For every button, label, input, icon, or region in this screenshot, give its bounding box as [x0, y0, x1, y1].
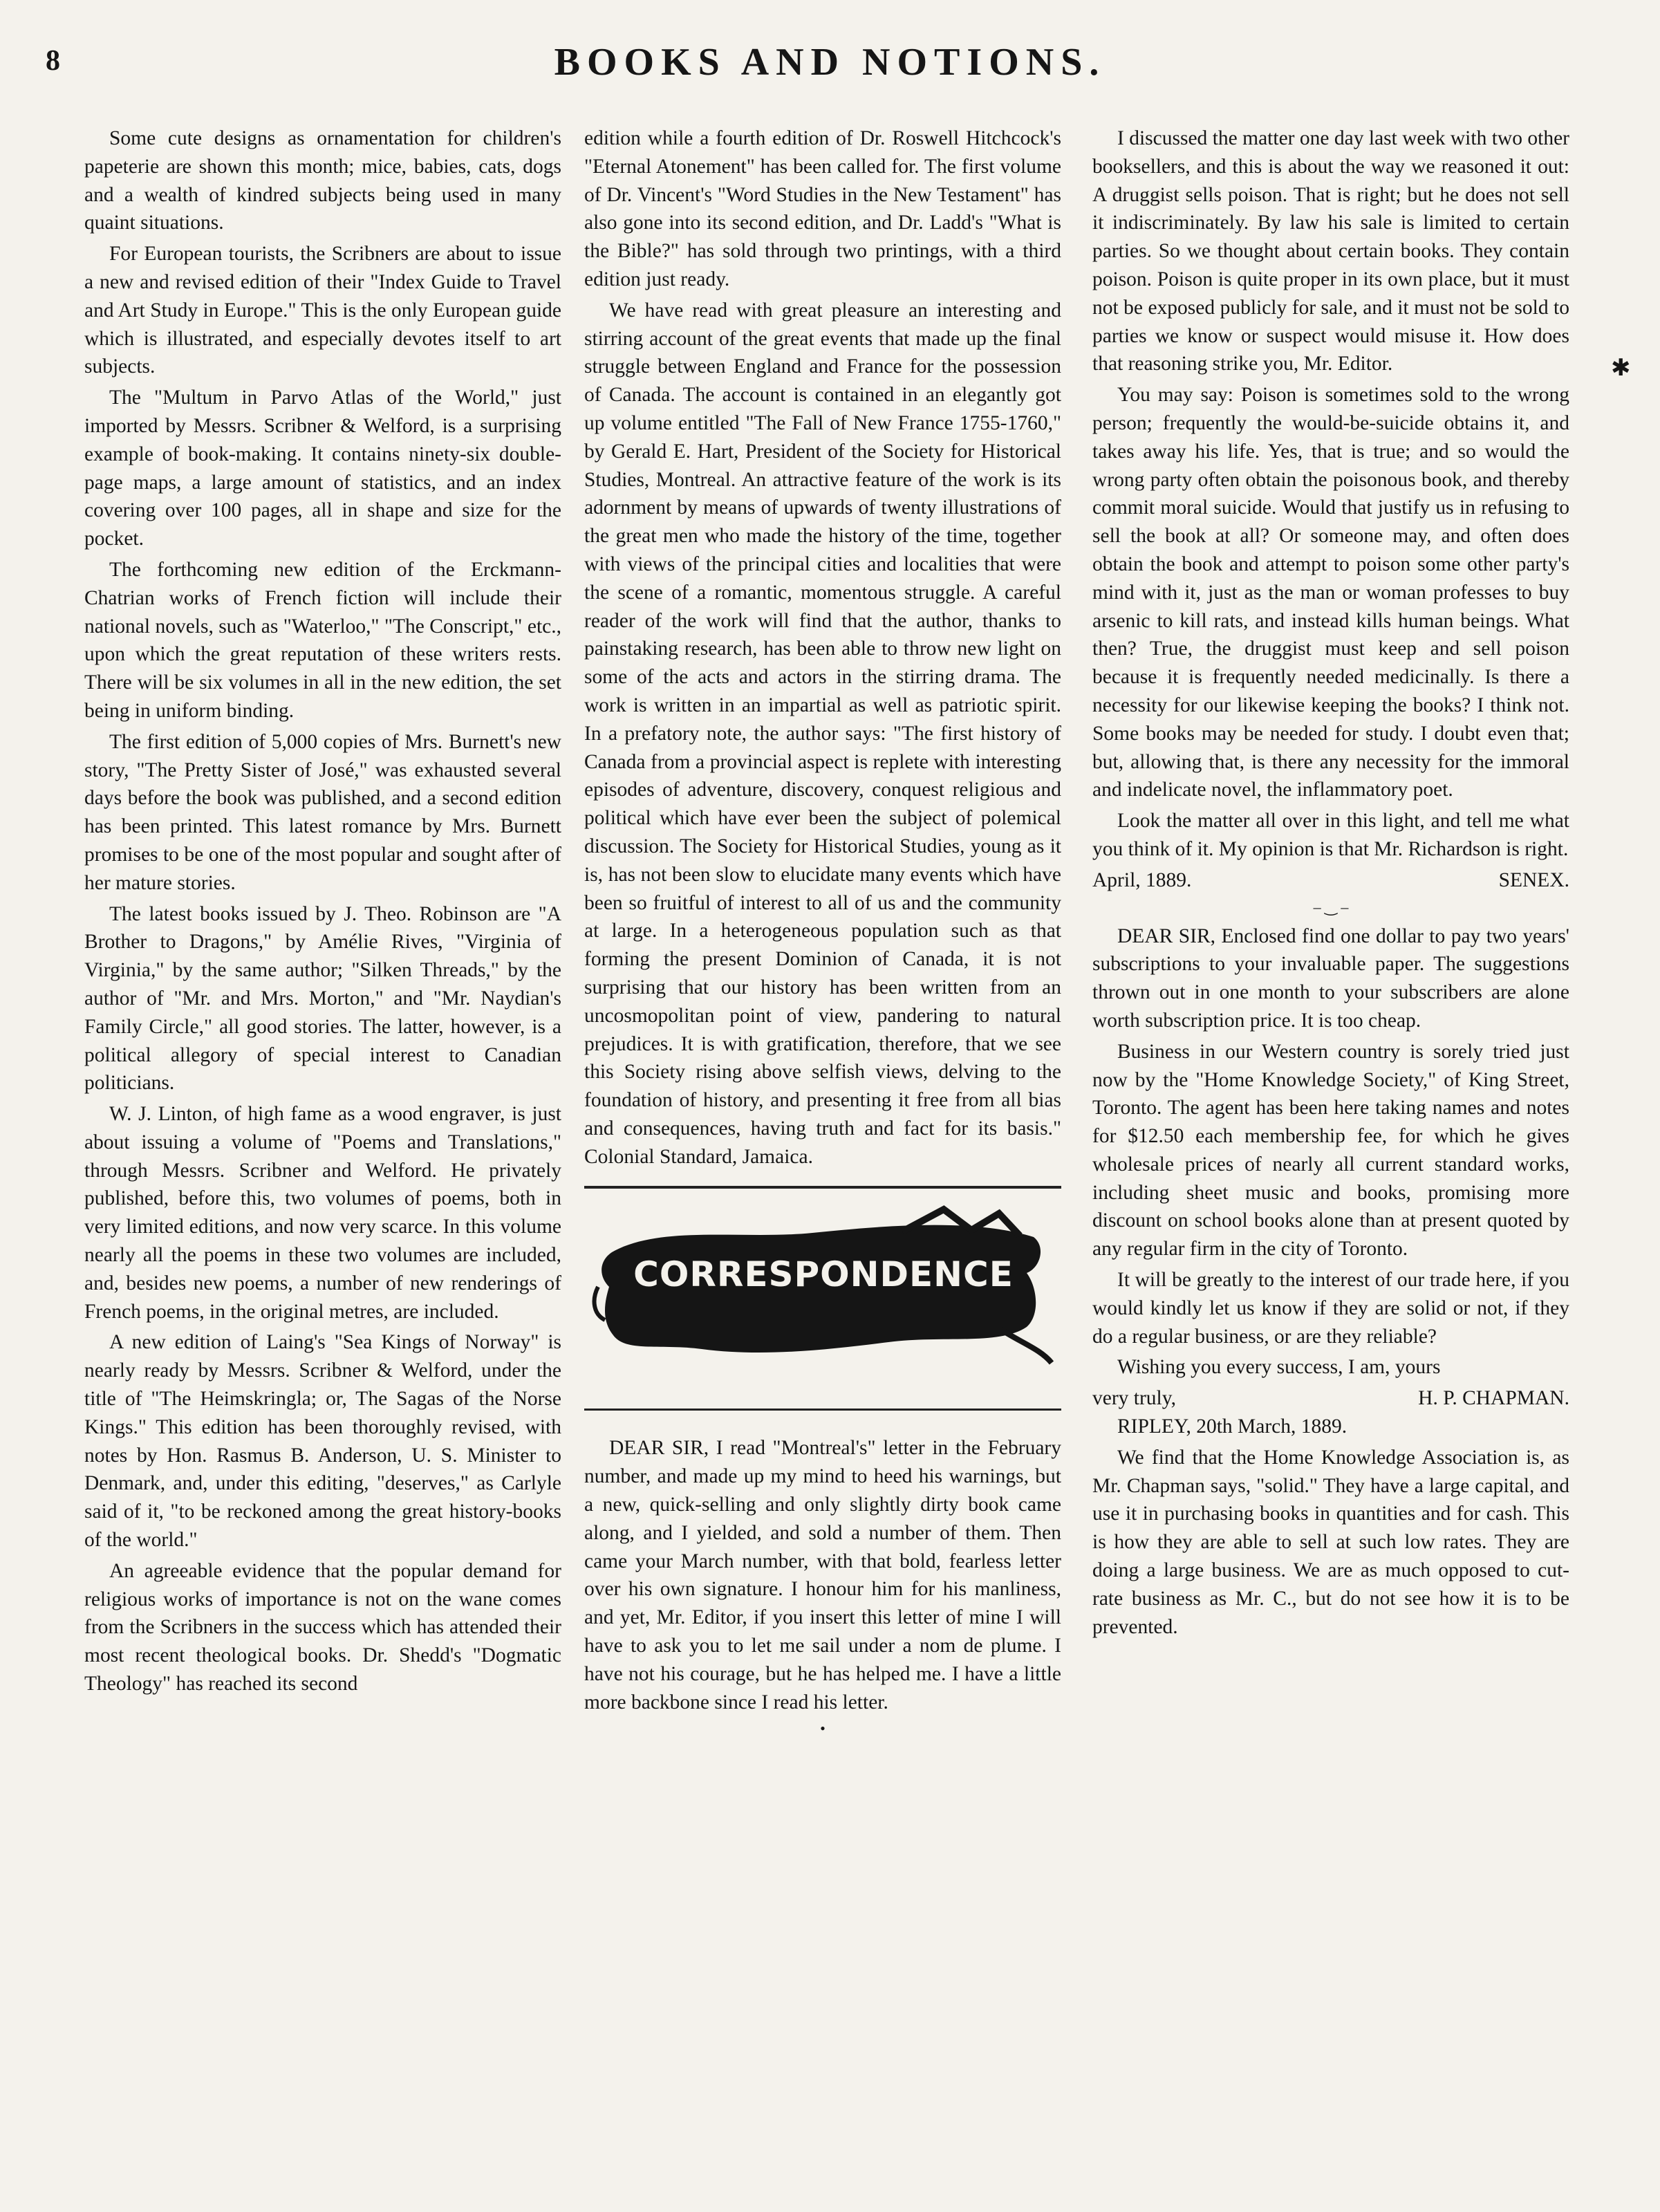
paragraph: Look the matter all over in this light, and tell me what you think of it. My opinion is that Mr. Richardson is right.: [1092, 810, 1569, 860]
paragraph: W. J. Linton, of high fame as a wood engraver, is just about issuing a volume of "Poems and Translations," through Messrs. Scribner and Welford. He privately published, before this, two volumes of poems, both in very limited editions, and now very scarce. In this volume nearly all the poems in these two volumes are included, and, besides new poems, a number of new renderings of French poems, in the original metres, are included.: [84, 1103, 561, 1323]
paragraph: We have read with great pleasure an interesting and stirring account of the great events that made up the final struggle between England and France for the possession of Canada. The account is contained in an elegantly got up volume entitled "The Fall of New France 1755-1760," by Gerald E. Hart, President of the Society for Historical Studies, Montreal. An attractive feature of the work is its adornment by means of upwards of twenty illustrations of the great men who made the history of the time, together with views of the principal cities and localities that were the scene of a romantic, momentous struggle. A careful reader of the work will find that the author, thanks to painstaking research, has been able to throw new light on some of the acts and actors in the stirring drama. The work is written in an impartial as well as patriotic spirit. In a prefatory note, the author says: "The first history of Canada from a provincial aspect is replete with interesting episodes of adventure, discovery, conquest religious and political which have ever been the subject of polemical discussion. The Society for Historical Studies, young as it is, has not been slow to elucidate many events which have been so fruitful of interest to all of us and the community at large. In a heterogeneous population such as that forming the present Dominion of Canada, it is not surprising that our history has been written from an uncosmopolitan point of view, pandering to natural prejudices. It is with gratification, therefore, that we see this Society rising above selfish views, delving to the foundation of history, and presenting it free from all bias and consequences, having truth and fact for its basis." Colonial Standard, Jamaica.: [584, 299, 1061, 1168]
paragraph: The "Multum in Parvo Atlas of the World," just imported by Messrs. Scribner & Welford, is a surprising example of book-making. It contains ninety-six double-page maps, a large amount of statistics, and an index covering over 100 pages, all in shape and size for the pocket.: [84, 387, 561, 550]
signature: H. P. CHAPMAN.: [1418, 1387, 1569, 1410]
paragraph: You may say: Poison is sometimes sold to the wrong person; frequently the would-be-suicide obtains it, and takes away his life. Yes, that is true; and so would the wrong party often obtain the poisonous book, and thereby commit moral suicide. Would that justify us in refusing to sell the book at all? Or someone may, and often does obtain the book and attempt to poison some other party's mind with it, just as the man or woman professes to buy arsenic to kill rats, and instead kills human beings. What then? True, the druggist must keep and sell poison because it is frequently needed medicinally. Is there a necessity for our likewise keeping the books? I think not. Some books may be needed for study. I doubt even that; but, allowing that, is there any necessity for the immoral and indelicate novel, the inflammatory poet.: [1092, 384, 1569, 801]
ornament-mark: – ‿ –: [1313, 898, 1349, 916]
paragraph: The first edition of 5,000 copies of Mrs. Burnett's new story, "The Pretty Sister of José," was exhausted several days before the book was published, and a second edition has been printed. This latest romance by Mrs. Burnett promises to be one of the most popular and sought after of her mature stories.: [84, 730, 561, 894]
column-2: [584, 124, 1061, 1744]
column-3: [1092, 124, 1569, 1644]
running-head: BOOKS AND NOTIONS.: [554, 41, 1106, 84]
paragraph: For European tourists, the Scribners are about to issue a new and revised edition of their "Index Guide to Travel and Art Study in Europe." This is the only European guide which is illustrated, and especially devotes itself to art subjects.: [84, 243, 561, 378]
banner-title: CORRESPONDENCE: [633, 1254, 1014, 1295]
date-line: April, 1889.: [1092, 868, 1192, 891]
paragraph: edition while a fourth edition of Dr. Roswell Hitchcock's "Eternal Atonement" has been called for. The first volume of Dr. Vincent's "Word Studies in the New Testament" has also gone into its second edition, and Dr. Ladd's "What is the Bible?" has sold through two printings, with a third edition just ready.: [584, 127, 1061, 290]
signature-line: [1092, 1384, 1569, 1413]
margin-mark: ✱: [1611, 355, 1631, 381]
letter-paragraph: DEAR SIR, I read "Montreal's" letter in the February number, and made up my mind to heed his warnings, but a new, quick-selling and only slightly dirty book came along, and I yielded, and sold a number of them. Then came your March number, with that bold, fearless letter over his own signature. I honour him for his manliness, and yet, Mr. Editor, if you insert this letter of mine I will have to ask you to let me sail under a nom de plume. I have not his courage, but he has helped me. I have a little more backbone since I read his letter.: [584, 1437, 1061, 1713]
paragraph: An agreeable evidence that the popular demand for religious works of importance is not on the wane comes from the Scribners in the success which has attended their most recent theological books. Dr. Shedd's "Dogmatic Theology" has reached its second: [84, 1559, 561, 1695]
letter-paragraph: Wishing you every success, I am, yours: [1117, 1356, 1441, 1379]
paragraph: The latest books issued by J. Theo. Robinson are "A Brother to Dragons," by Amélie Rives, "Virginia of Virginia," by the same author; "Silken Threads," by the author of "Mr. and Mrs. Morton," and "Mr. Naydian's Family Circle," all good stories. The latter, however, is a political allegory of special interest to Canadian politicians.: [84, 902, 561, 1095]
page-number: 8: [46, 45, 60, 77]
letter-paragraph: Business in our Western country is sorely tried just now by the "Home Knowledge Society," of King Street, Toronto. The agent has been here taking names and notes for $12.50 each membership fee, for which he gives wholesale prices of nearly all current standard works, including sheet music and books, promising more discount on school books alone than at present quoted by any regular firm in the city of Toronto.: [1092, 1040, 1569, 1261]
section-divider: [584, 1186, 1061, 1189]
paragraph: Some cute designs as ornamentation for children's papeterie are shown this month; mice, babies, cats, dogs and a wealth of kindred subjects being used in many quaint situations.: [84, 127, 561, 234]
place-date: RIPLEY, 20th March, 1889.: [1117, 1415, 1347, 1438]
closing: very truly,: [1092, 1387, 1176, 1410]
paragraph: I discussed the matter one day last week with two other booksellers, and this is about the way we reasoned it out: A druggist sells poison. That is right; but he does not sell it indiscriminately. By law his sale is limited to certain parties. So we thought about certain books. They contain poison. Poison is quite proper in its own place, but it must not be exposed publicly for sale, and it must not be sold to parties we know or suspect would misuse it. How does that reasoning strike you, Mr. Editor.: [1092, 127, 1569, 375]
letter-paragraph: It will be greatly to the interest of our trade here, if you would kindly let us know if they are solid or not, if they do a regular business, or are they reliable?: [1092, 1269, 1569, 1348]
signature: SENEX.: [1498, 868, 1569, 891]
paragraph: The forthcoming new edition of the Erckmann-Chatrian works of French fiction will include their national novels, such as "Waterloo," "The Conscript," etc., upon which the great reputation of these writers rests. There will be six volumes in all in the new edition, the set being in uniform binding.: [84, 558, 561, 722]
paragraph: A new edition of Laing's "Sea Kings of Norway" is nearly ready by Messrs. Scribner & Welford, under the title of "The Heimskringla; or, The Sagas of the Norse Kings." This edition has been thoroughly revised, with notes by Hon. Rasmus B. Anderson, U. S. Minister to Denmark, and, under this editing, "deserves," as Carlyle said of it, "to be reckoned among the great history-books of the world.": [84, 1331, 561, 1552]
letter-paragraph: DEAR SIR, Enclosed find one dollar to pay two years' subscriptions to your invaluable paper. The suggestions thrown out in one month to your subscribers are alone worth subscription price. It is too cheap.: [1092, 924, 1569, 1032]
ornament-mark: •: [820, 1720, 826, 1738]
correspondence-banner: [584, 1204, 1061, 1381]
column-1: [84, 124, 561, 1701]
section-divider: [584, 1409, 1061, 1411]
editor-note: We find that the Home Knowledge Association is, as Mr. Chapman says, "solid." They have a large capital, and use it in purchasing books in quantities and for cash. This is how they are able to sell at such low rates. They are doing a large business. We are as much opposed to cut-rate business as Mr. C., but do not see how it is to be prevented.: [1092, 1446, 1569, 1638]
signature-line: [1092, 866, 1569, 895]
